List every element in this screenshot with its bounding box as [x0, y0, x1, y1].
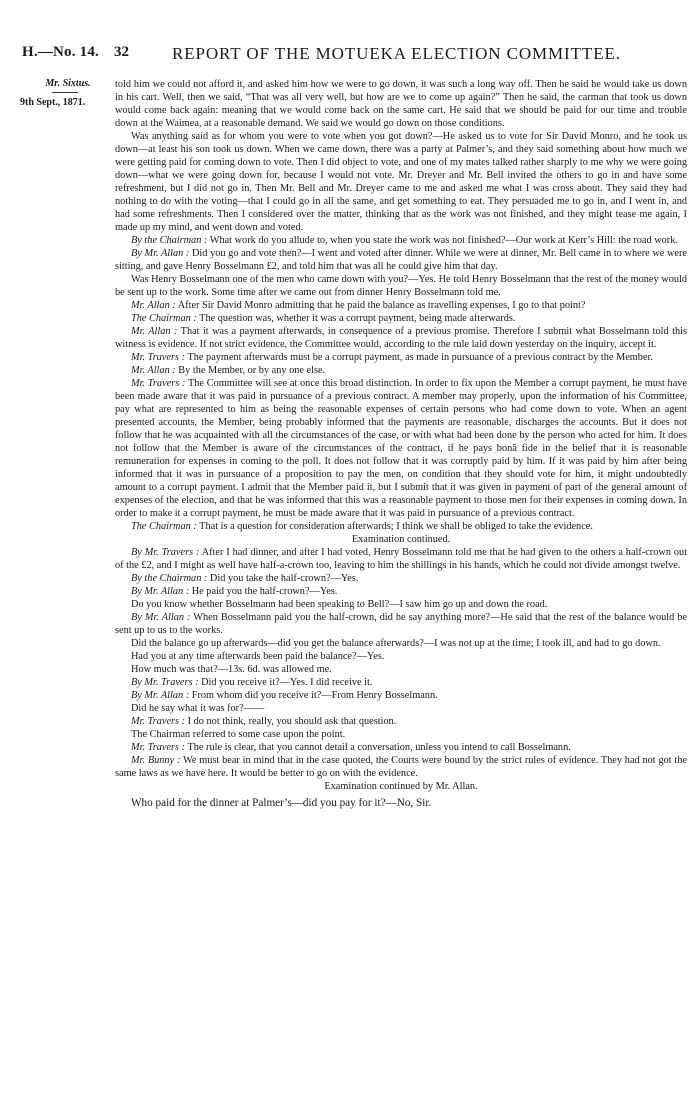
testimony-paragraph [115, 676, 687, 689]
testimony-paragraph [115, 234, 687, 247]
testimony-paragraph [115, 754, 687, 780]
paragraph-text: Did you go and vote then?—I went and voted after dinner. While we were at dinner, Mr. Bell came in to where we were sitting, and gave Henry Bosselmann £2, and told him that was all he could give him that day. [115, 248, 687, 272]
testimony-paragraph [115, 520, 687, 533]
testimony-paragraph [115, 572, 687, 585]
testimony-paragraph [115, 78, 687, 130]
paragraph-text: After Sir David Monro admitting that he paid the balance as travelling expenses, I go to that point? [175, 300, 586, 311]
testimony-paragraph [115, 715, 687, 728]
paragraph-text: What work do you allude to, when you state the work was not finished?—Our work at Kerr’s Hill: the road work. [207, 235, 678, 246]
testimony-paragraph [115, 702, 687, 715]
paragraph-text: After I had dinner, and after I had voted, Henry Bosselmann told me that he had given to the others a half-crown out of the £2, and I might as well have half-a-crown too, leaving to him the shillings in his hands, which he could not divide amongst twelve. [115, 547, 687, 571]
paragraph-text: How much was that?—13s. 6d. was allowed me. [131, 664, 332, 675]
paragraph-text: Who paid for the dinner at Palmer’s—did you pay for it?—No, Sir. [131, 797, 432, 809]
testimony-paragraph [115, 598, 687, 611]
testimony-paragraph [115, 663, 687, 676]
testimony-paragraph [115, 351, 687, 364]
testimony-paragraph [115, 780, 687, 793]
testimony-paragraph [115, 546, 687, 572]
testimony-paragraph [115, 728, 687, 741]
testimony-paragraph [115, 299, 687, 312]
paragraph-text: The question was, whether it was a corrupt payment, being made afterwards. [196, 313, 516, 324]
parliamentary-paper-ref: H.—No. 14. [22, 44, 99, 60]
testimony-paragraph [115, 689, 687, 702]
paragraph-text: The payment afterwards must be a corrupt payment, as made in pursuance of a previous contract by the Member. [185, 352, 653, 363]
paragraph-text: The rule is clear, that you cannot detail a conversation, unless you intend to call Bosselmann. [185, 742, 571, 753]
testimony-paragraph [115, 273, 687, 299]
speaker-label: Mr. Travers : [131, 742, 186, 753]
paragraph-text: By the Member, or by any one else. [175, 365, 326, 376]
speaker-label: By Mr. Allan : [131, 612, 191, 623]
testimony-paragraph [115, 325, 687, 351]
speaker-label: By Mr. Allan : [131, 586, 190, 597]
testimony-paragraph [115, 364, 687, 377]
paragraph-text: Did you receive it?—Yes. I did receive it. [198, 677, 373, 688]
speaker-label: By the Chairman : [131, 235, 208, 246]
paragraph-text: The Committee will see at once this broad distinction. In order to fix upon the Member a corrupt payment, he must have been made aware that it was paid in pursuance of a previous contract. A member may properly, upon the information of his Committee, pay what are represented to him as being the reasonable expenses of certain persons who had come down to vote. When an agent presented accounts, the Member, being probably informed that the payments are reasonable, discharges the accounts. But it does not follow that he was acquainted with all the circumstances of the case, or with what had been done by the person who acted for him. It does not follow that the Member is aware of the circumstances of the contract, if he pays bonâ fide in the belief that it is reasonable remuneration for expenses in coming to the poll. It does not follow that it was corruptly paid by him. If it was paid by him after being informed that it was in pursuance of a proposition to pay the men, on condition that they should vote for him, it might undoubtedly amount to a corrupt payment. I admit that the Member paid it, but I submit that it was given in payment of part of the general amount of expenses of the election, and that he was informed that this was a reasonable payment to those men for their expenses in coming down. In order to make it a corrupt payment, he must be made aware that it was paid in pursuance of a previous contract. [115, 378, 687, 519]
testimony-paragraph [115, 796, 687, 811]
paragraph-text: Was anything said as for whom you were to vote when you got down?—He asked us to vote for Sir David Monro, and he took us down—at least his son took us down. When we came down, there was a party at Palmer’s, and they said something about how much we were getting paid for coming down to vote. Then I did object to vote, and one of my mates talked rather sharply to me why we were going down—what we were going down for, because I would not vote. Mr. Dreyer and Mr. Bell invited the others to go in and have some refreshment, but I did not go in. Then Mr. Bell and Mr. Dreyer came to me and asked me what I was cross about. They said they had nothing to do with the voting—that I could go in all the same, and get something to eat. They persuaded me to go in, and I went in, and had some refreshments. Then I considered over the matter, thinking that as the work was not finished, and they might tease me again, I made up my mind, and went down and voted. [115, 131, 687, 233]
testimony-paragraph [115, 312, 687, 325]
margin-note [20, 77, 112, 109]
paragraph-text: From whom did you receive it?—From Henry Bosselmann. [189, 690, 438, 701]
speaker-label: Mr. Bunny : [131, 755, 181, 766]
margin-divider [52, 92, 78, 93]
speaker-label: Mr. Allan : [131, 300, 176, 311]
paragraph-text: Did he say what it was for?—— [131, 703, 265, 714]
speaker-label: The Chairman : [131, 521, 197, 532]
paragraph-text: told him we could not afford it, and asked him how we were to go down, it was such a long way off. Then he said he would take us down in his cart. Well, then we said, “That was all very well, but how are we to come up again?” Then he said, the carman that took us down would come back again: meaning that we would come back on the same cart. He said that we should be paid for our time and trouble down at the Waimea, at a reasonable demand. We said we would go down on those conditions. [115, 79, 687, 129]
speaker-label: By Mr. Travers : [131, 547, 200, 558]
speaker-label: Mr. Allan : [131, 326, 178, 337]
testimony-paragraph [115, 741, 687, 754]
testimony-body [115, 78, 687, 811]
paragraph-text: Examination continued by Mr. Allan. [324, 781, 478, 792]
paragraph-text: He paid you the half-crown?—Yes. [189, 586, 338, 597]
report-title: REPORT OF THE MOTUEKA ELECTION COMMITTEE. [172, 44, 621, 63]
page-number: 32 [114, 44, 129, 60]
speaker-label: By Mr. Travers : [131, 677, 199, 688]
paragraph-text: Do you know whether Bosselmann had been speaking to Bell?—I saw him go up and down the road. [131, 599, 548, 610]
speaker-label: By the Chairman : [131, 573, 208, 584]
speaker-label: Mr. Allan : [131, 365, 176, 376]
paragraph-text: I do not think, really, you should ask that question. [185, 716, 397, 727]
paragraph-text: We must bear in mind that in the case quoted, the Courts were bound by the strict rules of evidence. They had not got the same laws as we have here. It would be better to go on with the evidence. [115, 755, 688, 779]
paragraph-text: That is a question for consideration afterwards; I think we shall be obliged to take the evidence. [196, 521, 593, 532]
witness-name: Mr. Sixtus. [45, 78, 91, 89]
page-header [22, 44, 682, 68]
paragraph-text: Examination continued. [351, 534, 451, 545]
speaker-label: By Mr. Allan : [131, 248, 190, 259]
speaker-label: Mr. Travers : [131, 716, 186, 727]
speaker-label: The Chairman : [131, 313, 197, 324]
paragraph-text: The Chairman referred to some case upon the point. [131, 729, 346, 740]
paragraph-text: Did the balance go up afterwards—did you get the balance afterwards?—I was not up at the time; I took ill, and had to go down. [131, 638, 661, 649]
speaker-label: Mr. Travers : [131, 378, 186, 389]
paragraph-text: Did you take the half-crown?—Yes. [207, 573, 359, 584]
paragraph-text: That it was a payment afterwards, in consequence of a previous promise. Therefore I submit what Bosselmann told this witness is evidence. If not strict evidence, the Committee would, according to the rule laid down yesterday on the inquiry, accept it. [115, 326, 687, 350]
testimony-date: 9th Sept., 1871. [20, 97, 86, 108]
paragraph-text: When Bosselmann paid you the half-crown, did he say anything more?—He said that the rest of the balance would be sent up to us to the works. [115, 612, 687, 636]
testimony-paragraph [115, 637, 687, 650]
testimony-paragraph [115, 247, 687, 273]
speaker-label: By Mr. Allan : [131, 690, 190, 701]
testimony-paragraph [115, 377, 687, 520]
testimony-paragraph [115, 533, 687, 546]
speaker-label: Mr. Travers : [131, 352, 186, 363]
testimony-paragraph [115, 650, 687, 663]
testimony-paragraph [115, 130, 687, 234]
paragraph-text: Had you at any time afterwards been paid the balance?—Yes. [131, 651, 385, 662]
paragraph-text: Was Henry Bosselmann one of the men who came down with you?—Yes. He told Henry Bosselmann that the rest of the money would be sent up to the work. Some time after we came out from dinner Henry Bosselmann told me. [115, 274, 687, 298]
testimony-paragraph [115, 611, 687, 637]
testimony-paragraph [115, 585, 687, 598]
